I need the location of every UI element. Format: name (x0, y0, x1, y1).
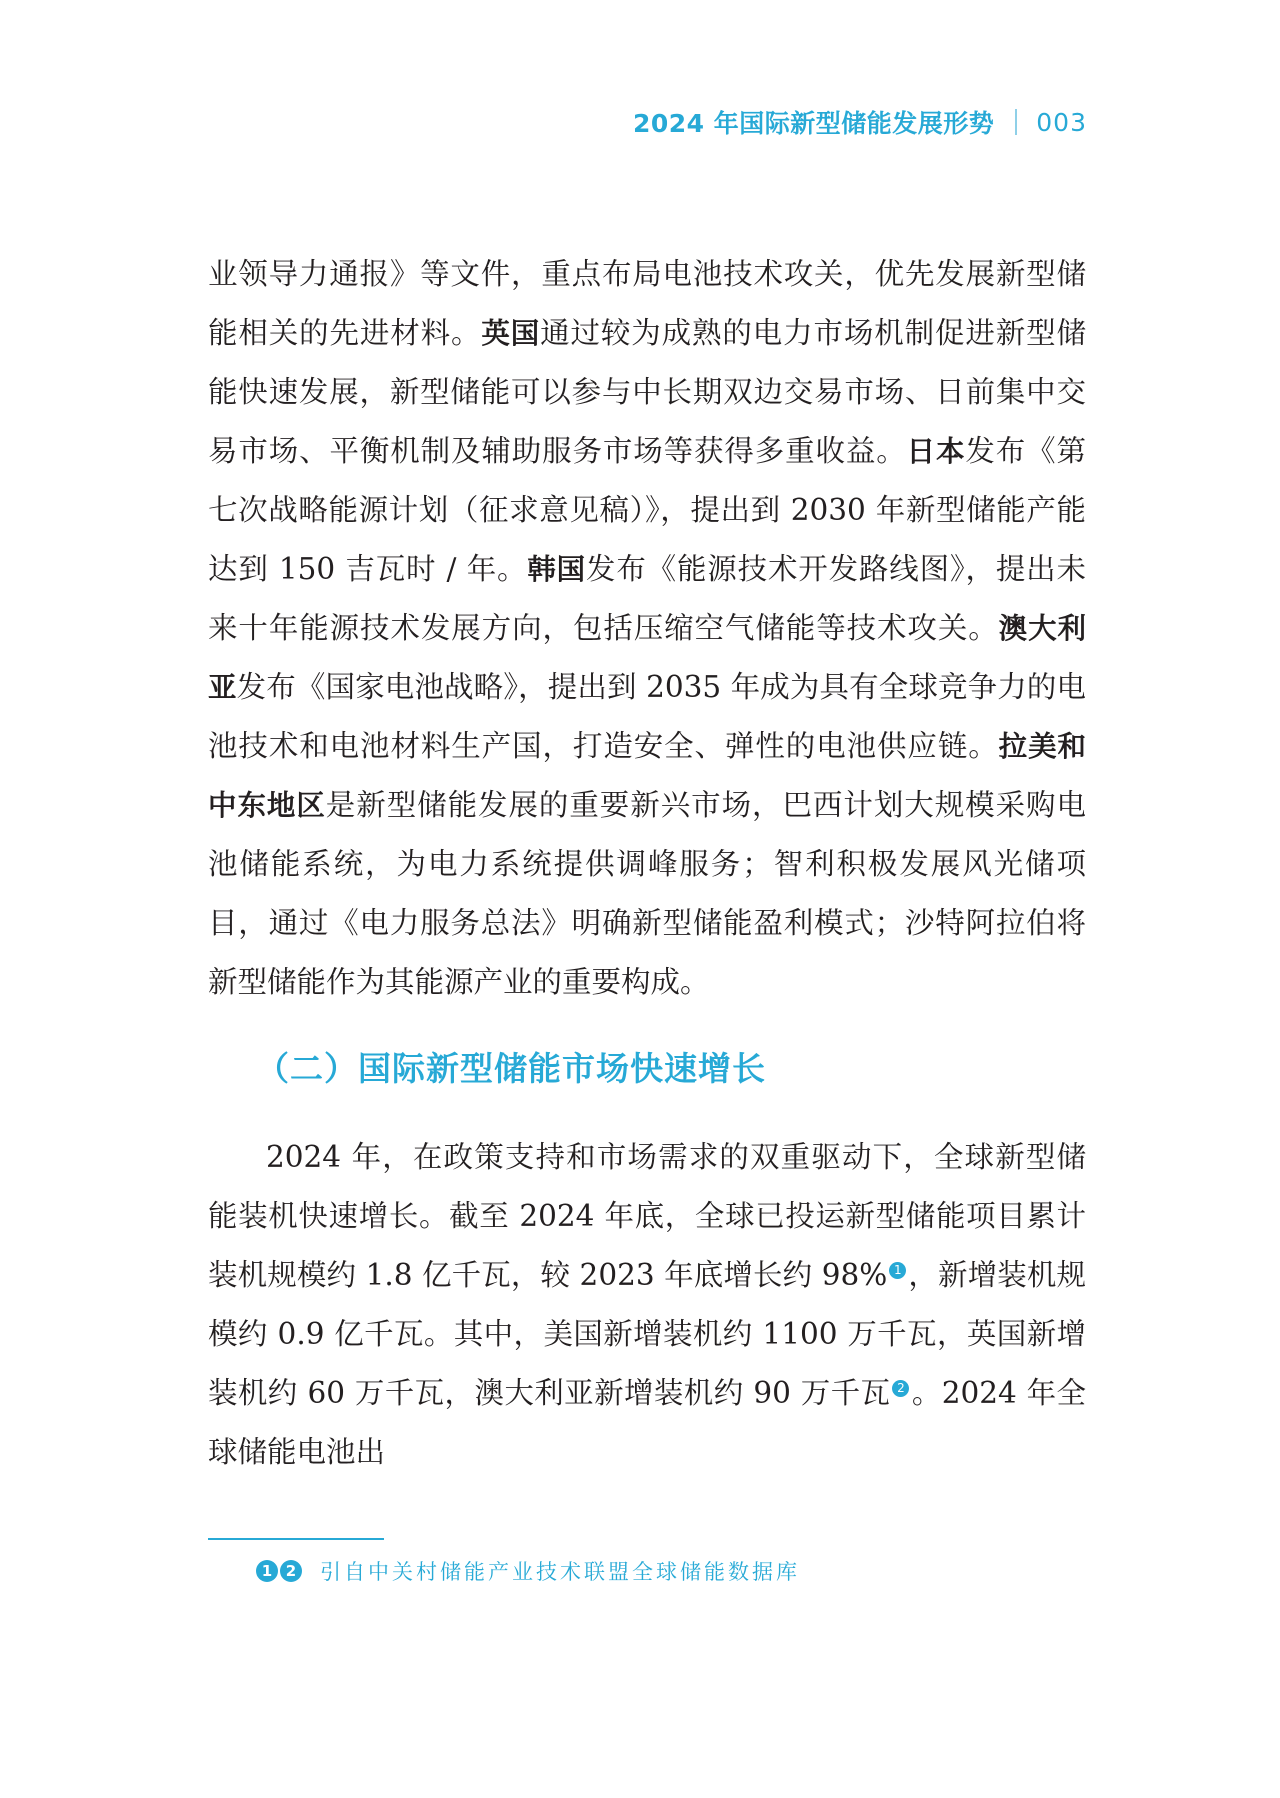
running-header (633, 104, 1087, 140)
bold-term-japan: 日本 (906, 435, 966, 468)
footnote-text: 引自中关村储能产业技术联盟全球储能数据库 (320, 1560, 800, 1584)
footnote-marker-1: 1 (256, 1560, 278, 1582)
footnote-ref-1[interactable]: 1 (889, 1262, 906, 1279)
text-run: 发布《能源技术开发路线图》，提出未来十年能源技术发展方向，包括压缩空气储能等技术攻关。 (208, 552, 1086, 645)
body-paragraph-1 (208, 245, 1086, 1012)
section-heading: （二）国际新型储能市场快速增长 (256, 1049, 766, 1088)
footnote-divider (208, 1538, 384, 1540)
text-run: 。2024 年全球储能电池出 (208, 1376, 1086, 1469)
bold-term-latam-mideast: 拉美和中东地区 (208, 730, 1086, 822)
header-divider (1015, 109, 1017, 135)
body-paragraph-2 (208, 1128, 1086, 1482)
footnote (256, 1556, 800, 1586)
header-title: 2024 年国际新型储能发展形势 (632, 109, 995, 138)
bold-term-uk: 英国 (481, 317, 541, 350)
text-run: 业领导力通报》等文件，重点布局电池技术攻关，优先发展新型储能相关的先进材料。 (208, 257, 1086, 350)
bold-term-australia: 澳大利亚 (208, 612, 1086, 704)
text-run: ，新增装机规模约 0.9 亿千瓦。其中，美国新增装机约 1100 万千瓦，英国新增装机约 60 万千瓦，澳大利亚新增装机约 90 万千瓦 (208, 1258, 1086, 1410)
text-run: 通过较为成熟的电力市场机制促进新型储能快速发展，新型储能可以参与中长期双边交易市场、日前集中交易市场、平衡机制及辅助服务市场等获得多重收益。 (208, 316, 1086, 468)
text-run: 发布《第七次战略能源计划（征求意见稿）》，提出到 2030 年新型储能产能达到 150 吉瓦时 / 年。 (208, 434, 1086, 586)
page-number: 003 (1036, 107, 1087, 137)
footnote-marker-2: 2 (280, 1560, 302, 1582)
footnote-ref-2[interactable]: 2 (892, 1380, 909, 1397)
bold-term-korea: 韩国 (527, 553, 586, 586)
text-run: 2024 年，在政策支持和市场需求的双重驱动下，全球新型储能装机快速增长。截至 2024 年底，全球已投运新型储能项目累计装机规模约 1.8 亿千瓦，较 2023 年底增长约 98% (208, 1140, 1086, 1292)
text-run: 是新型储能发展的重要新兴市场，巴西计划大规模采购电池储能系统，为电力系统提供调峰服务；智利积极发展风光储项目，通过《电力服务总法》明确新型储能盈利模式；沙特阿拉伯将新型储能作为其能源产业的重要构成。 (208, 788, 1086, 999)
text-run: 发布《国家电池战略》，提出到 2035 年成为具有全球竞争力的电池技术和电池材料生产国，打造安全、弹性的电池供应链。 (208, 670, 1086, 763)
